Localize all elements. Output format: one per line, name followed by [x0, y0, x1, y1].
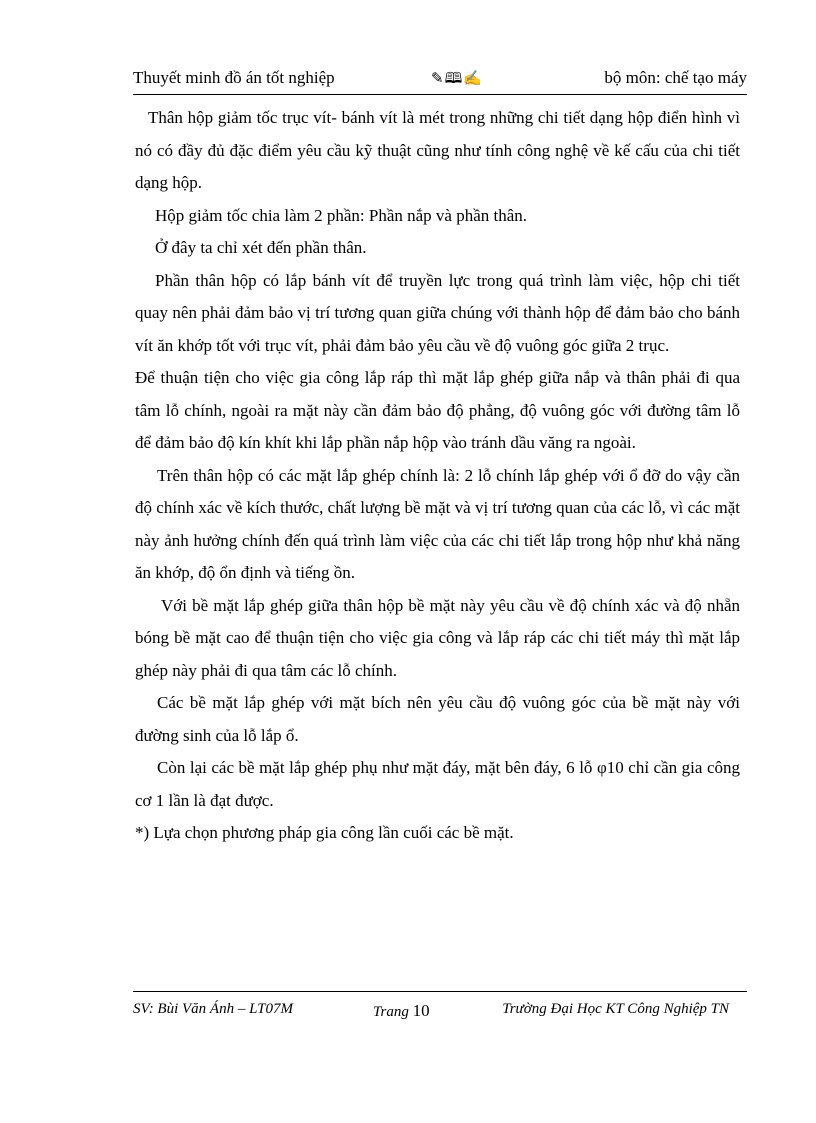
paragraph: Thân hộp giảm tốc trục vít- bánh vít là mét trong những chi tiết dạng hộp điển hình vì nó có đầy đủ đặc điểm yêu cầu kỹ thuật cũng như tính công nghệ về kế cấu của chi tiết dạng hộp.	[135, 108, 740, 192]
paragraph: Phần thân hộp có lắp bánh vít để truyền lực trong quá trình làm việc, hộp chi tiết quay nên phải đảm bảo vị trí tương quan giữa chúng với thành hộp để đảm bảo cho bánh vít ăn khớp tốt với trục vít, phải đảm bảo yêu cầu về độ vuông góc giữa 2 trục.	[135, 270, 740, 355]
paragraph: Hộp giảm tốc chia làm 2 phần: Phần nắp và phần thân.	[155, 205, 528, 225]
page-footer	[133, 1001, 747, 1023]
header-title: Thuyết minh đồ án tốt nghiệp	[133, 68, 335, 87]
footer-divider	[133, 991, 747, 992]
paragraph: Trên thân hộp có các mặt lắp ghép chính là: 2 lỗ chính lắp ghép với ổ đỡ do vậy cần độ chính xác về kích thước, chất lượng bề mặt và vị trí tương quan của các lỗ, vì các mặt này ảnh hưởng chính đến quá trình làm việc của các chi tiết lắp trong hộp như khả năng ăn khớp, độ ổn định và tiếng ồn.	[135, 465, 740, 582]
document-body	[135, 102, 740, 850]
footer-school: Trường Đại Học KT Công Nghiệp TN	[502, 1001, 729, 1017]
page-number: 10	[412, 1001, 430, 1020]
page-header	[133, 66, 747, 92]
paragraph: Để thuận tiện cho việc gia công lắp ráp thì mặt lắp ghép giữa nắp và thân phải đi qua tâm lỗ chính, ngoài ra mặt này cần đảm bảo độ phẳng, độ vuông góc với đường tâm lỗ để đảm bảo độ kín khít khi lắp phần nắp hộp vào tránh dầu văng ra ngoài.	[135, 368, 740, 452]
header-divider	[133, 94, 747, 95]
paragraph: *) Lựa chọn phương pháp gia công lần cuối các bề mặt.	[135, 823, 514, 842]
header-department: bộ môn: chế tạo máy	[604, 68, 747, 87]
book-ornament-icon: ✎🕮✍	[431, 71, 483, 87]
paragraph: Ở đây ta chỉ xét đến phần thân.	[155, 238, 367, 257]
paragraph: Với bề mặt lắp ghép giữa thân hộp bề mặt này yêu cầu về độ chính xác và độ nhẵn bóng bề mặt cao để thuận tiện cho việc gia công và lắp ráp các chi tiết máy thì mặt lắp ghép này phải đi qua tâm các lỗ chính.	[135, 595, 740, 680]
footer-page	[373, 1001, 430, 1021]
footer-student: SV: Bùi Văn Ánh – LT07M	[133, 1001, 293, 1017]
paragraph: Còn lại các bề mặt lắp ghép phụ như mặt đáy, mặt bên đáy, 6 lỗ φ10 chỉ cần gia công cơ 1 lần là đạt được.	[135, 758, 740, 810]
paragraph: Các bề mặt lắp ghép với mặt bích nên yêu cầu độ vuông góc của bề mặt này với đường sinh của lỗ lắp ổ.	[135, 693, 740, 745]
page-label: Trang	[373, 1004, 413, 1020]
